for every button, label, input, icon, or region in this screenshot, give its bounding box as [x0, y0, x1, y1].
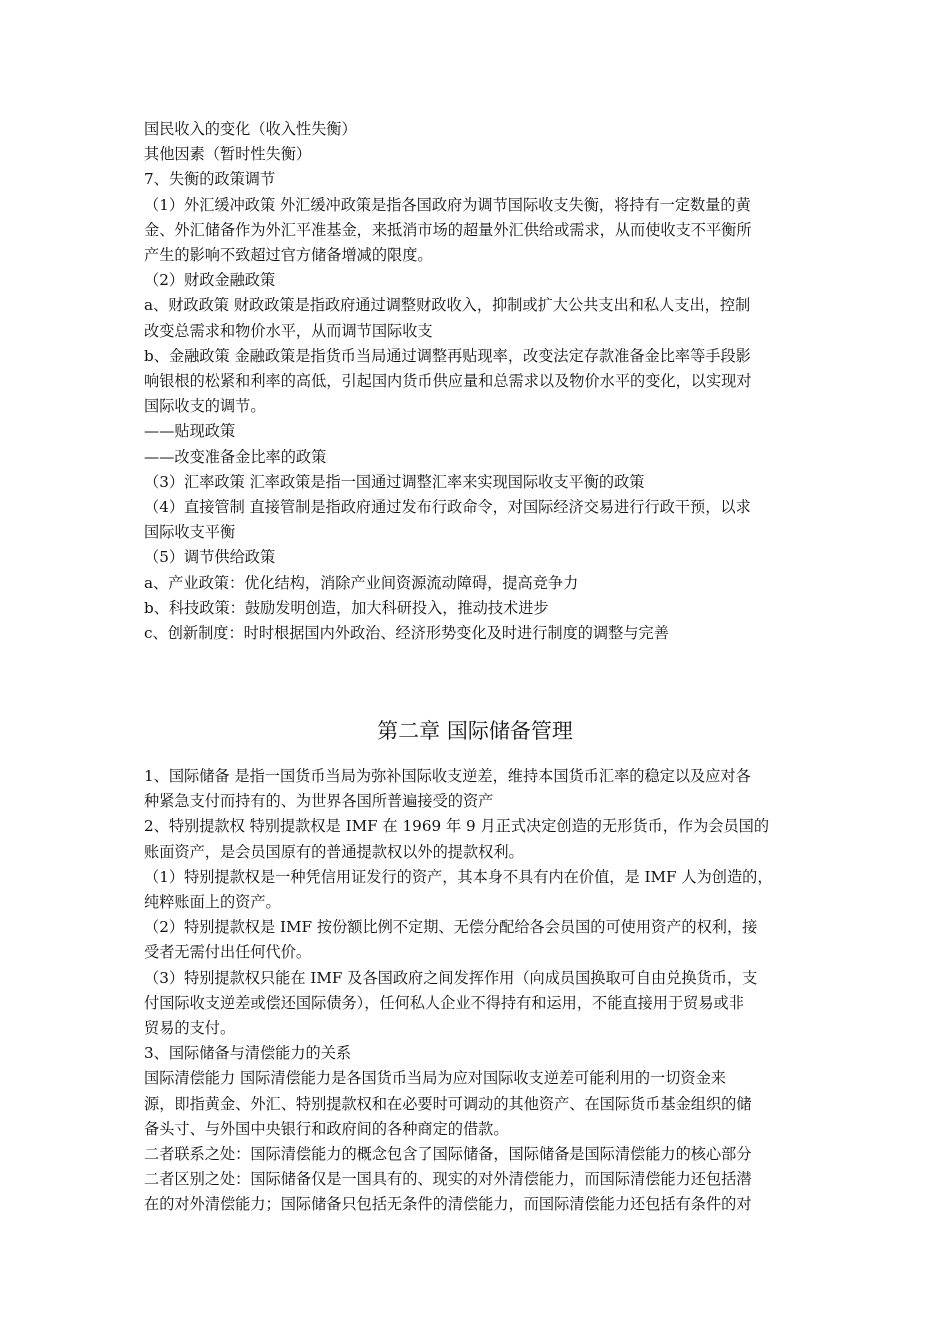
text-line: 改变总需求和物价水平，从而调节国际收支	[144, 321, 433, 340]
text-line: 国际清偿能力 国际清偿能力是各国货币当局为应对国际收支逆差可能利用的一切资金来	[144, 1069, 726, 1088]
text-line: b、科技政策：鼓励发明创造，加大科研投入，推动技术进步	[144, 598, 549, 617]
text-line: 7、失衡的政策调节	[144, 170, 276, 189]
text-line: 贸易的支付。	[144, 1019, 236, 1038]
text-line: （2）财政金融政策	[144, 271, 276, 290]
text-line: 付国际收支逆差或偿还国际债务），任何私人企业不得持有和运用，不能直接用于贸易或非	[144, 993, 744, 1012]
text-line: 二者区别之处：国际储备仅是一国具有的、现实的对外清偿能力，而国际清偿能力还包括潜	[144, 1170, 752, 1189]
text-line: 国民收入的变化（收入性失衡）	[144, 120, 357, 138]
text-line: （1）外汇缓冲政策 外汇缓冲政策是指各国政府为调节国际收支失衡，将持有一定数量的黄	[144, 195, 751, 214]
text-line: 受者无需付出任何代价。	[144, 943, 312, 962]
text-line: 账面资产，是会员国原有的普通提款权以外的提款权利。	[144, 842, 524, 861]
text-line: 2、特别提款权 特别提款权是 IMF 在 1969 年 9 月正式决定创造的无形货币，作为会员国的	[144, 817, 770, 836]
text-line: （1）特别提款权是一种凭信用证发行的资产，其本身不具有内在价值，是 IMF 人为创造的，	[144, 867, 773, 886]
section-balance-of-payments-policy	[144, 117, 808, 646]
text-line: 源，即指黄金、外汇、特别提款权和在必要时可调动的其他资产、在国际货币基金组织的储	[144, 1094, 752, 1113]
text-line: （3）特别提款权只能在 IMF 及各国政府之间发挥作用（向成员国换取可自由兑换货币，支	[144, 968, 758, 987]
text-line: 种紧急支付而持有的、为世界各国所普遍接受的资产	[144, 792, 494, 811]
text-line: （3）汇率政策 汇率政策是指一国通过调整汇率来实现国际收支平衡的政策	[144, 472, 645, 491]
text-line: b、金融政策 金融政策是指货币当局通过调整再贴现率，改变法定存款准备金比率等手段影	[144, 346, 751, 365]
text-line: 产生的影响不致超过官方储备增减的限度。	[144, 246, 433, 265]
text-line: a、产业政策：优化结构，消除产业间资源流动障碍，提高竞争力	[144, 573, 579, 592]
section-international-reserves	[144, 764, 808, 1218]
text-line: a、财政政策 财政政策是指政府通过调整财政收入，抑制或扩大公共支出和私人支出，控制	[144, 296, 751, 315]
chapter-title: 第二章 国际储备管理	[377, 719, 573, 743]
text-line: 国际收支的调节。	[144, 397, 266, 416]
text-line: （4）直接管制 直接管制是指政府通过发布行政命令，对国际经济交易进行行政干预，以求	[144, 498, 751, 517]
text-line: 二者联系之处：国际清偿能力的概念包含了国际储备，国际储备是国际清偿能力的核心部分	[144, 1145, 752, 1164]
text-line: 1、国际储备 是指一国货币当局为弥补国际收支逆差，维持本国货币汇率的稳定以及应对各	[144, 767, 751, 785]
text-line: （2）特别提款权是 IMF 按份额比例不定期、无偿分配给各会员国的可使用资产的权利，接	[144, 918, 758, 937]
text-line: 3、国际储备与清偿能力的关系	[144, 1044, 352, 1063]
text-line: （5）调节供给政策	[144, 548, 276, 567]
text-line: ——贴现政策	[144, 422, 236, 441]
text-line: ——改变准备金比率的政策	[144, 447, 327, 466]
text-line: 在的对外清偿能力；国际储备只包括无条件的清偿能力，而国际清偿能力还包括有条件的对	[144, 1195, 752, 1214]
text-line: 其他因素（暂时性失衡）	[144, 145, 312, 164]
text-line: 国际收支平衡	[144, 523, 236, 542]
text-line: 纯粹账面上的资产。	[144, 893, 281, 912]
text-line: c、创新制度：时时根据国内外政治、经济形势变化及时进行制度的调整与完善	[144, 624, 669, 643]
text-line: 备头寸、与外国中央银行和政府间的各种商定的借款。	[144, 1119, 509, 1138]
text-line: 响银根的松紧和利率的高低，引起国内货币供应量和总需求以及物价水平的变化，以实现对	[144, 372, 752, 391]
text-line: 金、外汇储备作为外汇平准基金，来抵消市场的超量外汇供给或需求，从而使收支不平衡所	[144, 220, 752, 239]
